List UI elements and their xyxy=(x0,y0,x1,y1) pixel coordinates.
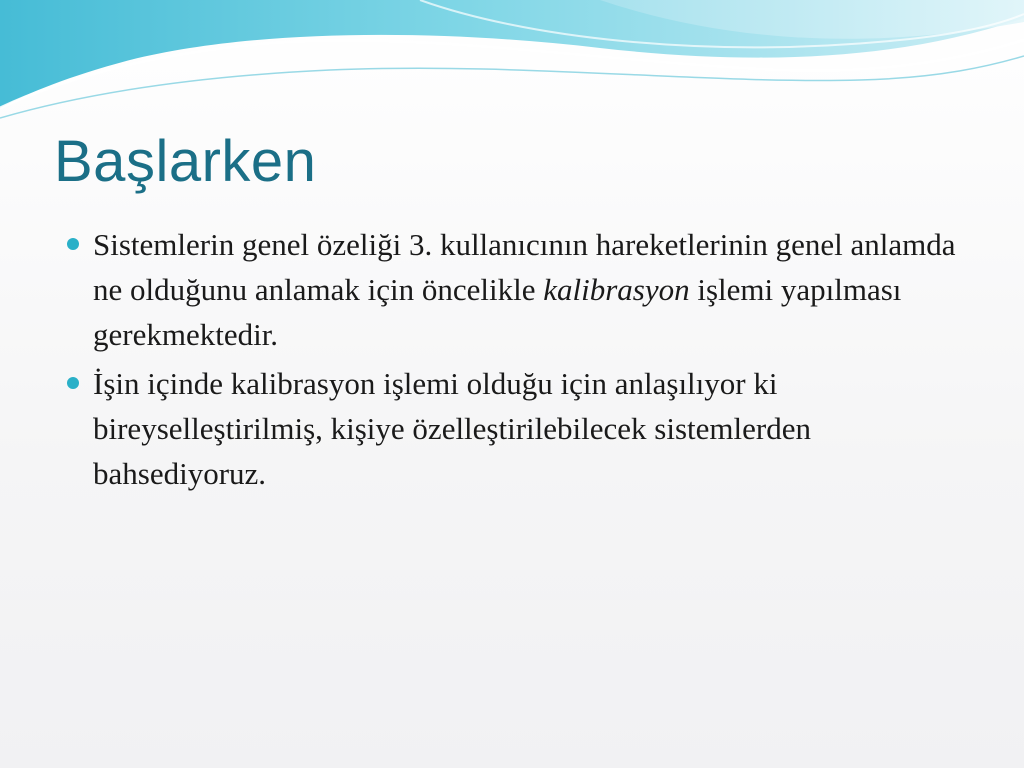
bullet-text: İşin içinde kalibrasyon işlemi olduğu için anlaşılıyor ki bireyselleştirilmiş, kişiye özelleştirilebilecek sistemlerden bahsediyoruz. xyxy=(93,366,811,491)
bullet-list xyxy=(64,222,969,500)
bullet-dot-icon xyxy=(67,377,79,389)
bullet-emphasis: kalibrasyon xyxy=(543,272,690,307)
bullet-text: işlemi yapılması gerekmektedir. xyxy=(93,272,902,352)
bullet-item xyxy=(64,361,969,496)
slide-title: Başlarken xyxy=(54,129,317,194)
bullet-text: Sistemlerin genel özeliği 3. kullanıcının hareketlerinin genel anlamda ne olduğunu anlamak için öncelikle xyxy=(93,227,956,307)
bullet-item xyxy=(64,222,969,357)
header-wave-decoration xyxy=(0,0,1024,130)
bullet-dot-icon xyxy=(67,238,79,250)
